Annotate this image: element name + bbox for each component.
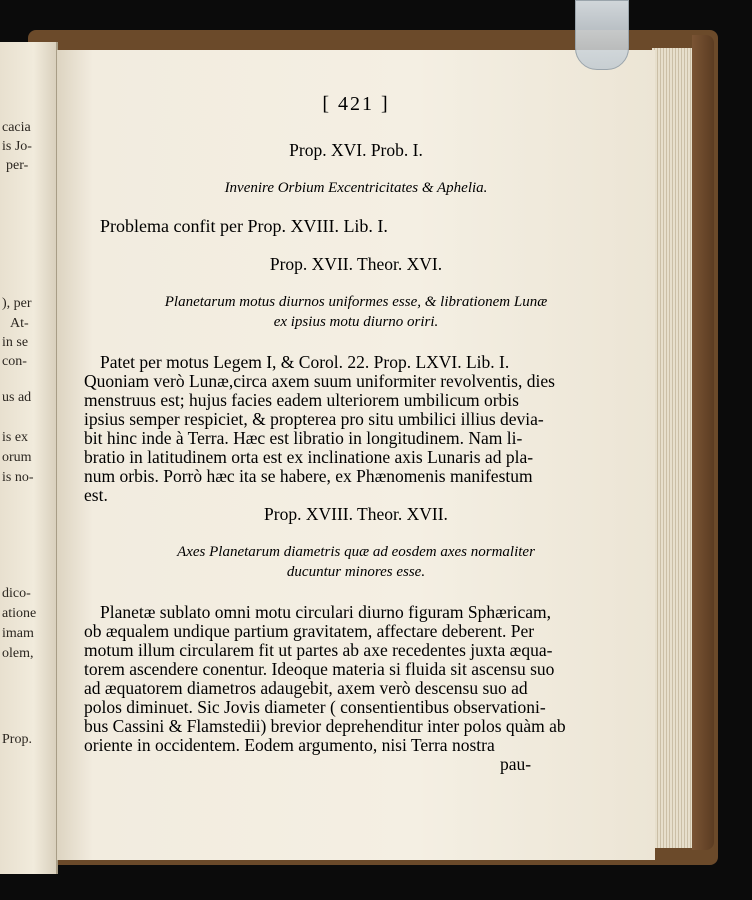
section-title: ducuntur minores esse. — [286, 564, 426, 580]
left-page — [0, 42, 58, 874]
left-fragment: dico- — [2, 586, 31, 601]
catchword: pau- — [500, 754, 532, 774]
page-clip — [575, 0, 629, 70]
left-fragment: imam — [2, 626, 34, 641]
left-fragment: us ad — [2, 390, 32, 405]
body-line: bus Cassini & Flamstedii) brevior deprehenditur inter polos quàm ab — [84, 716, 566, 736]
body-line: bratio in latitudinem orta est ex inclinatione axis Lunaris ad pla- — [84, 447, 534, 467]
section-title: Invenire Orbium Excentricitates & Aphelia. — [224, 180, 488, 196]
section-heading: Prop. XVI. Prob. I. — [289, 140, 423, 160]
left-fragment: Prop. — [2, 732, 32, 747]
body-line: Problema confit per Prop. XVIII. Lib. I. — [100, 216, 388, 236]
left-fragment: At- — [10, 316, 29, 331]
section-title: ex ipsius motu diurno oriri. — [273, 314, 439, 330]
body-line: ad æquatorem diametros adaugebit, axem verò descensu suo ad — [84, 678, 528, 698]
body-line: ipsius semper respiciet, & propterea pro situ umbilici illius devia- — [84, 409, 544, 429]
left-fragment: olem, — [2, 646, 34, 661]
body-line: torem ascendere conentur. Ideoque materia si fluida sit ascensu suo — [84, 659, 555, 679]
left-fragment: ), per — [2, 296, 32, 311]
left-fragment: is Jo- — [2, 139, 32, 154]
body-line: oriente in occidentem. Eodem argumento, nisi Terra nostra — [84, 735, 495, 755]
left-fragment: is no- — [2, 470, 34, 485]
body-line: motum illum circularem fit ut partes ab axe recedentes juxta æqua- — [84, 640, 553, 660]
left-fragment: cacia — [2, 120, 31, 135]
body-line: Patet per motus Legem I, & Corol. 22. Prop. LXVI. Lib. I. — [100, 352, 510, 372]
section-title: Axes Planetarum diametris quæ ad eosdem axes normaliter — [177, 544, 535, 560]
left-fragment: orum — [2, 450, 32, 465]
left-fragment: con- — [2, 354, 27, 369]
body-line: est. — [84, 485, 108, 505]
section-heading: Prop. XVIII. Theor. XVII. — [264, 504, 448, 524]
section-heading: Prop. XVII. Theor. XVI. — [269, 254, 443, 274]
body-line: bit hinc inde à Terra. Hæc est libratio in longitudinem. Nam li- — [84, 428, 523, 448]
left-fragment: atione — [2, 606, 37, 621]
body-line: polos diminuet. Sic Jovis diameter ( consentientibus observationi- — [84, 697, 546, 717]
left-fragment: in se — [2, 335, 29, 350]
body-line: menstruus est; hujus facies eadem ulteriorem umbilicum orbis — [84, 390, 519, 410]
page-edges — [652, 48, 692, 848]
section-title: Planetarum motus diurnos uniformes esse, & librationem Lunæ — [164, 294, 548, 310]
page-number: [ 421 ] — [322, 93, 390, 115]
left-fragment: per- — [6, 158, 29, 173]
body-line: Planetæ sublato omni motu circulari diurno figuram Sphæricam, — [100, 602, 552, 622]
cover-edge — [692, 35, 714, 850]
left-fragment: is ex — [2, 430, 29, 445]
body-line: num orbis. Porrò hæc ita se habere, ex Phænomenis manifestum — [84, 466, 533, 486]
body-line: Quoniam verò Lunæ,circa axem suum uniformiter revolventis, dies — [84, 371, 555, 391]
body-line: ob æqualem undique partium gravitatem, affectare deberent. Per — [84, 621, 535, 641]
